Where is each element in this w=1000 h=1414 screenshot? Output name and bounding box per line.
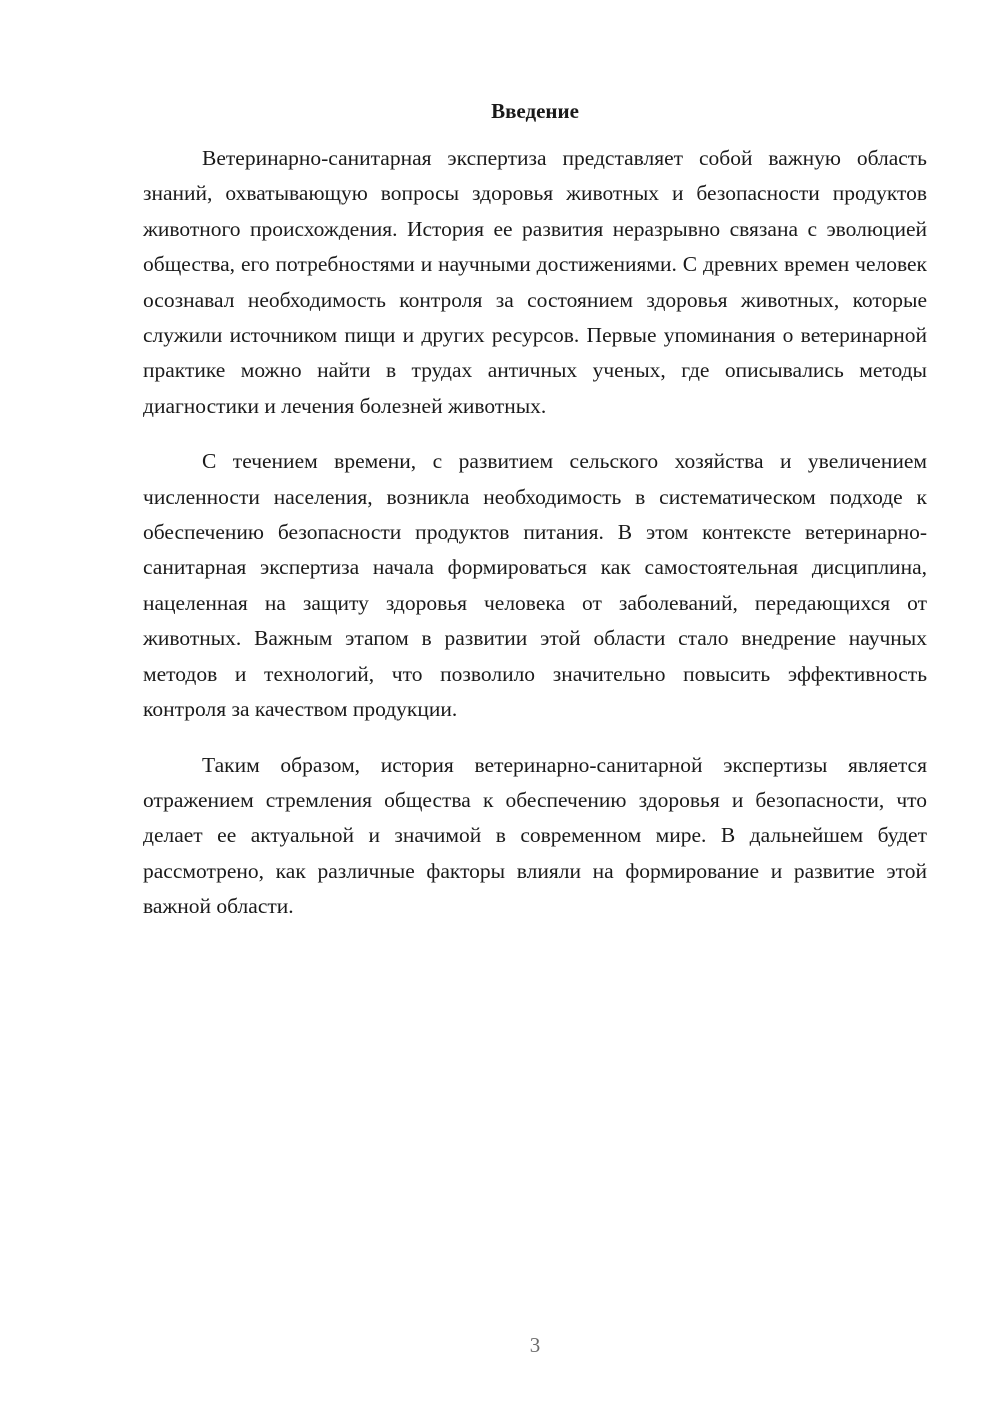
page-number: 3 [529, 1333, 541, 1357]
paragraph-1: Ветеринарно-санитарная экспертиза представляет собой важную область знаний, охватывающую вопросы здоровья животных и безопасности продуктов животного происхождения. История ее развития неразрывно связана с эволюцией общества, его потребностями и научными достижениями. С древних времен человек осознавал необходимость контроля за состоянием здоровья животных, которые служили источником пищи и других ресурсов. Первые упоминания о ветеринарной практике можно найти в трудах античных ученых, где описывались методы диагностики и лечения болезней животных. [143, 146, 927, 418]
paragraph-2: С течением времени, с развитием сельского хозяйства и увеличением численности населения, возникла необходимость в систематическом подходе к обеспечению безопасности продуктов питания. В этом контексте ветеринарно-санитарная экспертиза начала формироваться как самостоятельная дисциплина, нацеленная на защиту здоровья человека от заболеваний, передающихся от животных. Важным этапом в развитии этой области стало внедрение научных методов и технологий, что позволило значительно повысить эффективность контроля за качеством продукции. [143, 449, 927, 722]
page-content [143, 95, 927, 945]
section-heading: Введение [491, 99, 579, 123]
paragraph-3: Таким образом, история ветеринарно-санитарной экспертизы является отражением стремления общества к обеспечению здоровья и безопасности, что делает ее актуальной и значимой в современном мире. В дальнейшем будет рассмотрено, как различные факторы влияли на формирование и развитие этой важной области. [143, 752, 927, 919]
